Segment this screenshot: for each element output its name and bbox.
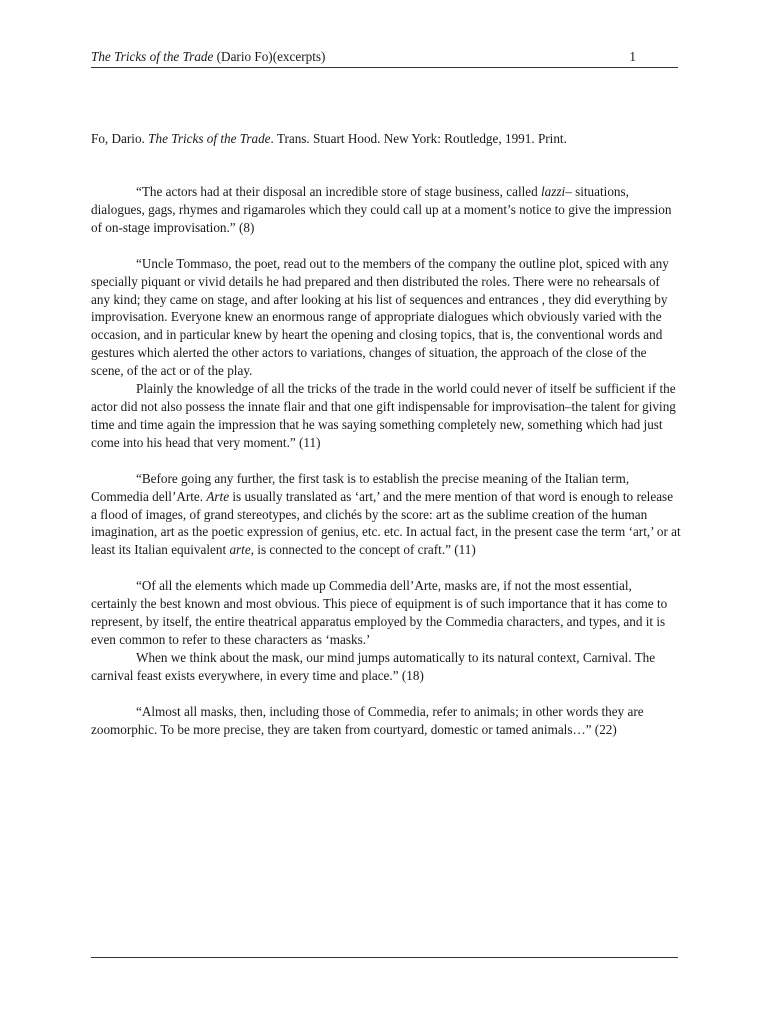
citation-author: Fo, Dario.	[91, 131, 149, 146]
header-title	[91, 48, 325, 66]
quote-3-text-a: “Before going any further, the first task is to establish the precise meaning of the Italian term, Commedia dell’Arte.	[91, 470, 630, 504]
quote-5-text: “Almost all masks, then, including those of Commedia, refer to animals; in other words they are zoomorphic. To be more precise, they are taken from courtyard, domestic or tamed animals…” (22)	[91, 703, 644, 737]
quote-paragraph-5	[91, 703, 681, 739]
quote-3-text-c: is usually translated as ‘art,’ and the mere mention of that word is enough to release a flood of images, of grand stereotypes, and clichés by the score: art as the sublime creation of the human imagination, art as the poetic expression of genius, etc. etc. In actual fact, in the present case the term ‘art,’ or at least its Italian equivalent	[91, 488, 681, 558]
quote-paragraph-1	[91, 183, 681, 237]
quote-3-term-arte: Arte	[206, 488, 230, 504]
quote-paragraph-3	[91, 470, 681, 560]
quote-paragraph-4	[91, 577, 681, 649]
quote-paragraph-4b	[91, 649, 681, 685]
header-title-rest: (Dario Fo)(excerpts)	[213, 49, 326, 64]
quote-3-text-e: , is connected to the concept of craft.” (11)	[250, 542, 476, 558]
body-text	[91, 183, 681, 756]
running-header	[91, 48, 678, 68]
header-title-italic: The Tricks of the Trade	[91, 49, 214, 64]
citation-title: The Tricks of the Trade	[148, 131, 271, 146]
quote-2-text: “Uncle Tommaso, the poet, read out to the members of the company the outline plot, spiced with any specially piquant or vivid details he had prepared and then distributed the roles. There were no rehearsals of any kind; they came on stage, and after looking at his list of sequences and entrances , they did everything by improvisation. Everyone knew an enormous range of appropriate dialogues which obviously varied with the occasion, and in particular knew by heart the opening and closing topics, that is, the conventional words and gestures which alerted the other actors to variations, changes of situation, the approach of the close of the scene, of the act or of the play.	[91, 255, 669, 379]
citation	[91, 130, 691, 148]
quote-1-text-a: “The actors had at their disposal an incredible store of stage business, called	[136, 184, 542, 199]
footer-rule	[91, 957, 678, 958]
quote-paragraph-2	[91, 255, 681, 380]
quote-1-term-lazzi: lazzi	[541, 184, 566, 199]
page-number: 1	[629, 49, 636, 64]
quote-2b-text: Plainly the knowledge of all the tricks of the trade in the world could never of itself be sufficient if the actor did not also possess the innate flair and that one gift indispensable for improvisation–the talent for giving time and time again the impression that he was saying something completely new, something which had just come into his head that very moment.” (11)	[91, 381, 676, 450]
quote-4b-text: When we think about the mask, our mind jumps automatically to its natural context, Carnival. The carnival feast exists everywhere, in every time and place.” (18)	[91, 649, 656, 683]
citation-rest: . Trans. Stuart Hood. New York: Routledge, 1991. Print.	[270, 131, 567, 146]
quote-1-text-c: – situations, dialogues, gags, rhymes and rigamaroles which they could call up at a moment’s notice to give the impression of on-stage improvisation.” (8)	[91, 184, 672, 235]
quote-paragraph-2b	[91, 380, 681, 452]
quote-4-text: “Of all the elements which made up Commedia dell’Arte, masks are, if not the most essential, certainly the best known and most obvious. This piece of equipment is of such importance that it has come to represent, by itself, the entire theatrical apparatus employed by the Commedia characters, and types, and it is even common to refer to these characters as ‘masks.’	[91, 578, 668, 647]
quote-3-term-arte-2: arte	[229, 542, 251, 558]
